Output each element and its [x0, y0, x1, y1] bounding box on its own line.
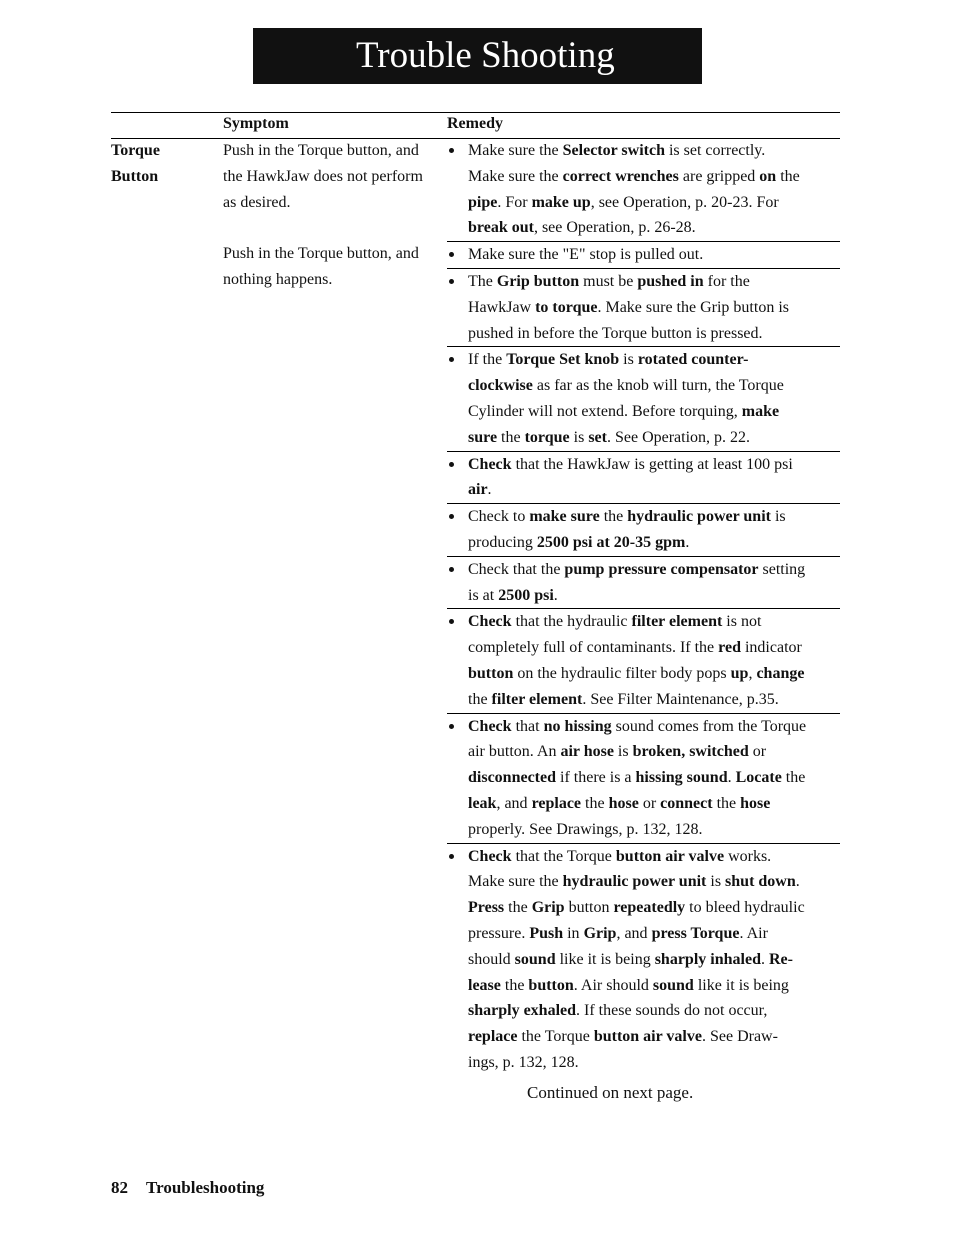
emphasis-text: pump pressure compensator — [564, 560, 759, 578]
remedy-line — [468, 895, 840, 921]
continued-note: Continued on next page. — [527, 1083, 694, 1102]
emphasis-text: pushed in — [637, 272, 704, 290]
remedy-line — [468, 714, 840, 740]
remedy-item — [447, 503, 840, 556]
emphasis-text: on — [759, 167, 777, 185]
remedy-text: for the — [703, 272, 750, 290]
emphasis-text: 2500 psi at 20-35 gpm — [536, 533, 686, 551]
remedy-text: the — [599, 508, 628, 526]
remedy-line — [468, 609, 840, 635]
remedy-line — [468, 215, 840, 241]
remedy-line — [468, 765, 840, 791]
emphasis-text: broken, switched — [632, 743, 749, 761]
remedy-text: the — [468, 690, 492, 708]
remedy-item — [447, 608, 840, 712]
emphasis-text: repeatedly — [613, 899, 686, 917]
remedy-text: button — [564, 899, 614, 917]
remedy-text: Make sure the "E" stop is pulled out. — [468, 246, 704, 264]
footer-section: Troubleshooting — [146, 1178, 265, 1197]
section-label-line2: Button — [111, 167, 159, 185]
remedy-text: the — [504, 899, 532, 917]
emphasis-text: disconnected — [468, 769, 556, 787]
emphasis-text: correct wrenches — [562, 167, 679, 185]
remedy-text: . For — [497, 193, 532, 211]
remedy-text: Make sure the — [468, 142, 563, 159]
remedy-text: . See Filter Maintenance, p.35. — [582, 690, 779, 708]
remedy-text: is — [619, 351, 638, 369]
symptom-header: Symptom — [223, 115, 289, 132]
remedy-text: or — [638, 794, 661, 812]
remedy-text: air button. An — [468, 743, 561, 761]
emphasis-text: lease — [468, 976, 501, 994]
emphasis-text: shut down — [725, 873, 796, 891]
emphasis-text: air — [468, 481, 488, 499]
emphasis-text: Grip — [531, 899, 565, 917]
emphasis-text: Grip — [583, 924, 617, 942]
remedy-item — [447, 241, 840, 268]
remedy-text: must be — [579, 272, 638, 290]
emphasis-text: Push — [529, 924, 564, 942]
symptom-line: Push in the Torque button, and — [223, 245, 419, 262]
remedy-text: Cylinder will not extend. Before torquing, — [468, 402, 742, 420]
symptom-2 — [223, 241, 439, 293]
remedy-line — [468, 921, 840, 947]
remedy-text: like it is being — [555, 950, 655, 968]
page-number: 82 — [111, 1178, 128, 1197]
remedy-line — [468, 739, 840, 765]
remedy-line — [468, 504, 840, 530]
emphasis-text: change — [756, 664, 805, 682]
remedy-header: Remedy — [447, 115, 503, 132]
emphasis-text: no hissing — [543, 717, 612, 735]
remedy-text: , — [748, 664, 757, 682]
emphasis-text: Press — [468, 899, 505, 917]
remedy-text: , and — [616, 924, 652, 942]
remedy-text: is not — [722, 613, 762, 631]
remedy-line — [468, 399, 840, 425]
symptom-line: nothing happens. — [223, 270, 333, 288]
symptom-line: as desired. — [223, 193, 291, 211]
remedy-item — [447, 843, 840, 1076]
remedy-text: that — [511, 717, 544, 735]
remedy-line — [468, 295, 840, 321]
emphasis-text: clockwise — [468, 377, 533, 395]
remedy-text: pressure. — [468, 924, 530, 942]
emphasis-text: hose — [740, 794, 771, 812]
symptom-line: the HawkJaw does not perform — [223, 167, 423, 185]
remedy-text: , see Operation, p. 26-28. — [533, 219, 696, 237]
remedy-text: completely full of contaminants. If the — [468, 639, 719, 657]
remedy-text: the Torque — [517, 1028, 594, 1046]
remedy-line — [468, 347, 840, 373]
remedy-text: that the Torque — [511, 847, 616, 865]
remedy-text: properly. See Drawings, p. 132, 128. — [468, 820, 703, 838]
remedy-text: the — [500, 976, 529, 994]
emphasis-text: rotated counter- — [637, 351, 749, 369]
emphasis-text: sharply inhaled — [654, 950, 761, 968]
emphasis-text: sound — [652, 976, 694, 994]
remedy-text: producing — [468, 533, 537, 551]
remedy-item — [447, 346, 840, 450]
remedy-line — [468, 687, 840, 713]
emphasis-text: Grip button — [496, 272, 580, 290]
emphasis-text: 2500 psi — [498, 586, 554, 604]
emphasis-text: Re- — [768, 950, 793, 968]
remedy-line — [468, 452, 840, 478]
remedy-text: Make sure the — [468, 167, 563, 185]
emphasis-text: button — [528, 976, 574, 994]
emphasis-text: replace — [468, 1028, 518, 1046]
remedy-text: in — [563, 924, 584, 942]
emphasis-text: hydraulic power unit — [562, 873, 707, 891]
remedy-text: is — [613, 743, 633, 761]
remedy-text: setting — [758, 560, 806, 578]
remedy-text: . If these sounds do not occur, — [576, 1002, 768, 1020]
emphasis-text: torque — [524, 428, 570, 446]
emphasis-text: replace — [531, 794, 582, 812]
remedy-line — [468, 425, 840, 451]
emphasis-text: Check — [468, 455, 512, 473]
emphasis-text: press Torque — [651, 924, 740, 942]
remedy-line — [468, 242, 840, 268]
emphasis-text: sound — [514, 950, 556, 968]
remedy-line — [468, 1050, 840, 1076]
remedy-text: pushed in before the Torque button is pressed. — [468, 324, 763, 342]
remedy-text: Make sure the — [468, 873, 563, 891]
emphasis-text: up — [730, 664, 749, 682]
remedy-text: Check to — [468, 508, 530, 526]
emphasis-text: connect — [660, 794, 713, 812]
remedy-line — [468, 947, 840, 973]
section-label-line1: Torque — [111, 142, 160, 159]
remedy-line — [468, 583, 840, 609]
remedy-list — [447, 138, 840, 1076]
emphasis-text: make up — [531, 193, 591, 211]
emphasis-text: Check — [468, 847, 512, 865]
remedy-line — [468, 321, 840, 347]
remedy-item — [447, 451, 840, 504]
remedy-item — [447, 556, 840, 609]
table-top-rule — [111, 112, 840, 113]
remedy-text: . Make sure the Grip button is — [597, 298, 789, 316]
emphasis-text: button air valve — [615, 847, 725, 865]
remedy-text: are gripped — [678, 167, 760, 185]
remedy-text: , see Operation, p. 20-23. For — [590, 193, 779, 211]
remedy-text: indicator — [740, 639, 802, 657]
emphasis-text: red — [718, 639, 741, 657]
remedy-text: if there is a — [556, 769, 636, 787]
remedy-text: . — [553, 586, 558, 604]
remedy-text: . — [487, 481, 492, 499]
remedy-text: . See Operation, p. 22. — [606, 428, 751, 446]
emphasis-text: to torque — [535, 298, 598, 316]
remedy-text: Check that the — [468, 560, 565, 578]
emphasis-text: make sure — [529, 508, 600, 526]
remedy-item — [447, 713, 840, 843]
page-footer — [111, 1177, 264, 1199]
remedy-text: like it is being — [693, 976, 789, 994]
remedy-text: If the — [468, 351, 507, 369]
emphasis-text: Check — [468, 717, 512, 735]
emphasis-text: filter element — [631, 613, 723, 631]
remedy-line — [468, 164, 840, 190]
emphasis-text: hydraulic power unit — [627, 508, 771, 526]
remedy-text: . — [727, 769, 736, 787]
emphasis-text: break out — [468, 219, 534, 237]
remedy-item — [447, 268, 840, 346]
remedy-text: is set correctly. — [664, 142, 766, 159]
remedy-line — [468, 791, 840, 817]
section-label — [111, 138, 211, 190]
remedy-line — [468, 844, 840, 870]
remedy-text: should — [468, 950, 515, 968]
symptom-1 — [223, 138, 439, 215]
emphasis-text: button — [468, 664, 514, 682]
remedy-text: as far as the knob will turn, the Torque — [532, 377, 784, 395]
emphasis-text: hissing sound — [635, 769, 728, 787]
emphasis-text: Locate — [735, 769, 782, 787]
remedy-line — [468, 998, 840, 1024]
remedy-item — [447, 138, 840, 241]
remedy-line — [468, 373, 840, 399]
emphasis-text: Selector switch — [562, 142, 665, 159]
remedy-text: . — [795, 873, 800, 891]
emphasis-text: Check — [468, 613, 512, 631]
remedy-line — [468, 190, 840, 216]
emphasis-text: make — [741, 402, 780, 420]
remedy-text: the — [776, 167, 800, 185]
remedy-text: works. — [724, 847, 772, 865]
remedy-line — [468, 530, 840, 556]
remedy-text: HawkJaw — [468, 298, 536, 316]
remedy-text: is — [770, 508, 786, 526]
emphasis-text: button air valve — [593, 1028, 702, 1046]
remedy-line — [468, 477, 840, 503]
remedy-text: to bleed hydraulic — [685, 899, 805, 917]
symptom-line: Push in the Torque button, and — [223, 142, 419, 159]
remedy-text: ings, p. 132, 128. — [468, 1053, 579, 1071]
remedy-text: . — [760, 950, 769, 968]
remedy-text: that the HawkJaw is getting at least 100 psi — [511, 455, 793, 473]
remedy-line — [468, 269, 840, 295]
remedy-line — [468, 661, 840, 687]
emphasis-text: sharply exhaled — [468, 1002, 577, 1020]
remedy-text: or — [748, 743, 767, 761]
page-title: Trouble Shooting — [253, 28, 702, 84]
emphasis-text: Torque Set knob — [506, 351, 620, 369]
remedy-text: is — [706, 873, 726, 891]
remedy-text: is — [569, 428, 589, 446]
remedy-text: is at — [468, 586, 499, 604]
remedy-text: on the hydraulic filter body pops — [513, 664, 731, 682]
emphasis-text: hose — [608, 794, 639, 812]
remedy-line — [468, 635, 840, 661]
remedy-line — [468, 817, 840, 843]
emphasis-text: filter element — [491, 690, 583, 708]
remedy-text: . See Draw- — [701, 1028, 778, 1046]
remedy-line — [468, 138, 840, 164]
remedy-line — [468, 869, 840, 895]
remedy-line — [468, 973, 840, 999]
remedy-line — [468, 557, 840, 583]
remedy-line — [468, 1024, 840, 1050]
emphasis-text: set — [588, 428, 607, 446]
remedy-text: , and — [496, 794, 532, 812]
remedy-text: . Air should — [573, 976, 653, 994]
remedy-text: sound comes from the Torque — [611, 717, 807, 735]
remedy-text: the — [581, 794, 609, 812]
remedy-text: The — [468, 272, 497, 290]
remedy-text: . Air — [739, 924, 768, 942]
emphasis-text: leak — [468, 794, 497, 812]
emphasis-text: sure — [468, 428, 498, 446]
emphasis-text: air hose — [560, 743, 614, 761]
remedy-text: the — [497, 428, 525, 446]
remedy-text: . — [685, 533, 690, 551]
remedy-text: the — [712, 794, 741, 812]
remedy-text: that the hydraulic — [511, 613, 632, 631]
remedy-text: the — [781, 769, 806, 787]
emphasis-text: pipe — [468, 193, 498, 211]
